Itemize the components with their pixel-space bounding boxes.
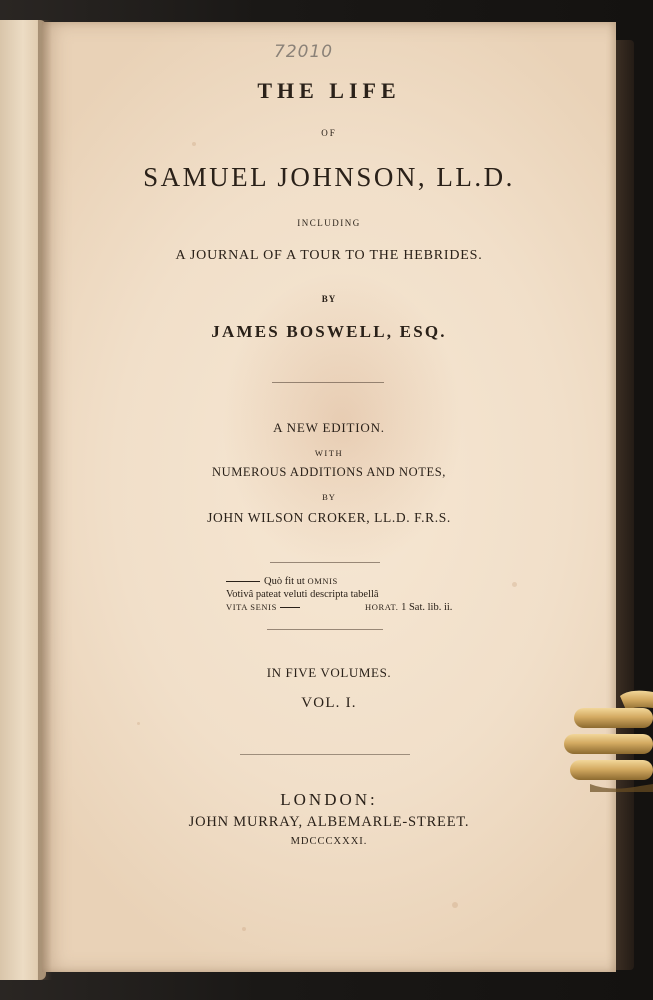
divider-rule [272, 382, 384, 383]
epigraph-line-3 [226, 601, 300, 614]
title-page [42, 22, 616, 972]
epigraph-smallcaps: VITA SENIS [226, 602, 277, 612]
imprint-year: MDCCCXXXI. [290, 836, 368, 847]
epigraph-smallcaps: OMNIS [307, 576, 338, 586]
foxing-spot [452, 902, 458, 908]
divider-rule [240, 754, 410, 755]
including-line: INCLUDING [297, 218, 361, 228]
pencil-inscription: 72010 [274, 42, 334, 62]
editor-name: JOHN WILSON CROKER, LL.D. F.R.S. [207, 510, 451, 525]
volumes-line: IN FIVE VOLUMES. [266, 665, 392, 680]
em-rule [226, 581, 260, 582]
foxing-spot [242, 927, 246, 931]
epigraph-line-1 [226, 575, 338, 588]
by-line-editor: BY [322, 492, 336, 502]
imprint-city: LONDON: [280, 790, 378, 809]
foxing-spot [512, 582, 517, 587]
attribution-source: 1 Sat. lib. ii. [401, 602, 453, 613]
author-name: JAMES BOSWELL, ESQ. [211, 322, 447, 341]
epigraph-line-2: Votivâ pateat veluti descripta tabellâ [226, 589, 379, 600]
epigraph-attribution [365, 601, 452, 614]
title-line: THE LIFE [257, 78, 401, 103]
subtitle-journal: A JOURNAL OF A TOUR TO THE HEBRIDES. [175, 248, 483, 263]
book-title: SAMUEL JOHNSON, LL.D. [143, 162, 515, 192]
epigraph-text: Quò fit ut [264, 576, 305, 587]
imprint-publisher: JOHN MURRAY, ALBEMARLE-STREET. [188, 814, 470, 830]
brass-page-clip-icon [560, 688, 653, 792]
volume-number: VOL. I. [301, 695, 357, 711]
with-line: WITH [314, 448, 344, 458]
divider-rule [267, 629, 383, 630]
divider-rule [270, 562, 380, 563]
page-gutter-shadow [38, 20, 52, 980]
by-line: BY [321, 294, 337, 304]
attribution-author: HORAT. [365, 602, 399, 612]
foxing-spot [137, 722, 140, 725]
em-rule [280, 607, 300, 608]
additions-line: NUMEROUS ADDITIONS AND NOTES, [211, 465, 447, 479]
of-line: OF [321, 128, 337, 138]
edition-line: A NEW EDITION. [273, 420, 385, 435]
foxing-spot [192, 142, 196, 146]
